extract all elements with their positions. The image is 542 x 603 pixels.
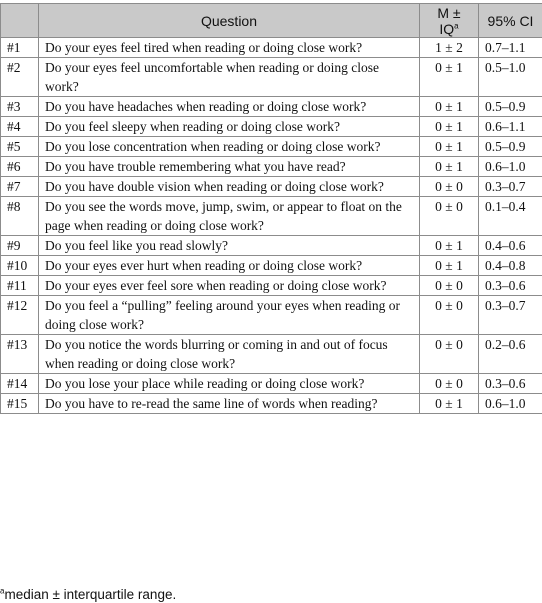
table-row	[1, 197, 542, 236]
row-median-iqr: 0 ± 1	[420, 394, 479, 414]
row-number: #9	[1, 236, 39, 256]
row-question: Do you have to re-read the same line of words when reading?	[39, 394, 420, 414]
row-number: #3	[1, 97, 39, 117]
table-footnote	[0, 587, 176, 602]
row-ci: 0.3–0.7	[479, 296, 542, 335]
table-row	[1, 58, 542, 97]
table-row	[1, 394, 542, 414]
footnote-text: median ± interquartile range.	[4, 587, 177, 602]
row-median-iqr: 0 ± 1	[420, 97, 479, 117]
row-question: Do you feel sleepy when reading or doing close work?	[39, 117, 420, 137]
row-question: Do you feel like you read slowly?	[39, 236, 420, 256]
row-median-iqr: 0 ± 1	[420, 256, 479, 276]
header-median-label: M ± IQ	[437, 4, 461, 37]
row-median-iqr: 0 ± 1	[420, 157, 479, 177]
row-median-iqr: 0 ± 1	[420, 137, 479, 157]
table-row	[1, 117, 542, 137]
row-question: Do your eyes feel uncomfortable when reading or doing close work?	[39, 58, 420, 97]
row-median-iqr: 0 ± 0	[420, 197, 479, 236]
row-question: Do your eyes ever feel sore when reading or doing close work?	[39, 276, 420, 296]
row-ci: 0.4–0.6	[479, 236, 542, 256]
row-question: Do you lose your place while reading or doing close work?	[39, 374, 420, 394]
row-ci: 0.4–0.8	[479, 256, 542, 276]
row-ci: 0.1–0.4	[479, 197, 542, 236]
row-ci: 0.3–0.6	[479, 374, 542, 394]
row-number: #1	[1, 38, 39, 58]
row-number: #11	[1, 276, 39, 296]
row-question: Do you feel a “pulling” feeling around your eyes when reading or doing close work?	[39, 296, 420, 335]
row-median-iqr: 0 ± 1	[420, 236, 479, 256]
header-median-footnote-mark: a	[454, 20, 459, 30]
row-ci: 0.2–0.6	[479, 335, 542, 374]
row-ci: 0.6–1.1	[479, 117, 542, 137]
table-row	[1, 335, 542, 374]
row-ci: 0.5–0.9	[479, 137, 542, 157]
row-median-iqr: 1 ± 2	[420, 38, 479, 58]
row-number: #8	[1, 197, 39, 236]
row-ci: 0.6–1.0	[479, 157, 542, 177]
table-row	[1, 236, 542, 256]
row-number: #12	[1, 296, 39, 335]
row-ci: 0.7–1.1	[479, 38, 542, 58]
row-ci: 0.6–1.0	[479, 394, 542, 414]
row-question: Do your eyes ever hurt when reading or doing close work?	[39, 256, 420, 276]
row-median-iqr: 0 ± 0	[420, 276, 479, 296]
row-question: Do you have double vision when reading or doing close work?	[39, 177, 420, 197]
table-header-row	[1, 4, 542, 38]
header-ci: 95% CI	[479, 4, 542, 38]
table-row	[1, 276, 542, 296]
row-number: #15	[1, 394, 39, 414]
row-ci: 0.3–0.7	[479, 177, 542, 197]
row-median-iqr: 0 ± 0	[420, 374, 479, 394]
table-row	[1, 177, 542, 197]
row-question: Do you see the words move, jump, swim, or appear to float on the page when reading or doing close work?	[39, 197, 420, 236]
row-median-iqr: 0 ± 0	[420, 177, 479, 197]
questionnaire-table	[0, 3, 542, 414]
header-question: Question	[39, 4, 420, 38]
row-question: Do you lose concentration when reading or doing close work?	[39, 137, 420, 157]
header-number	[1, 4, 39, 38]
row-median-iqr: 0 ± 0	[420, 296, 479, 335]
row-median-iqr: 0 ± 1	[420, 117, 479, 137]
row-ci: 0.5–0.9	[479, 97, 542, 117]
table-row	[1, 157, 542, 177]
table-row	[1, 137, 542, 157]
row-number: #7	[1, 177, 39, 197]
table-row	[1, 296, 542, 335]
row-number: #14	[1, 374, 39, 394]
row-question: Do your eyes feel tired when reading or doing close work?	[39, 38, 420, 58]
row-question: Do you have headaches when reading or doing close work?	[39, 97, 420, 117]
row-ci: 0.3–0.6	[479, 276, 542, 296]
row-ci: 0.5–1.0	[479, 58, 542, 97]
footnote-mark: a	[0, 586, 5, 596]
table-row	[1, 256, 542, 276]
row-number: #5	[1, 137, 39, 157]
row-question: Do you have trouble remembering what you have read?	[39, 157, 420, 177]
row-number: #10	[1, 256, 39, 276]
row-median-iqr: 0 ± 0	[420, 335, 479, 374]
table-row	[1, 97, 542, 117]
table-row	[1, 38, 542, 58]
row-number: #6	[1, 157, 39, 177]
header-median	[420, 4, 479, 38]
table-row	[1, 374, 542, 394]
row-number: #13	[1, 335, 39, 374]
row-number: #2	[1, 58, 39, 97]
row-number: #4	[1, 117, 39, 137]
row-median-iqr: 0 ± 1	[420, 58, 479, 97]
row-question: Do you notice the words blurring or coming in and out of focus when reading or doing close work?	[39, 335, 420, 374]
